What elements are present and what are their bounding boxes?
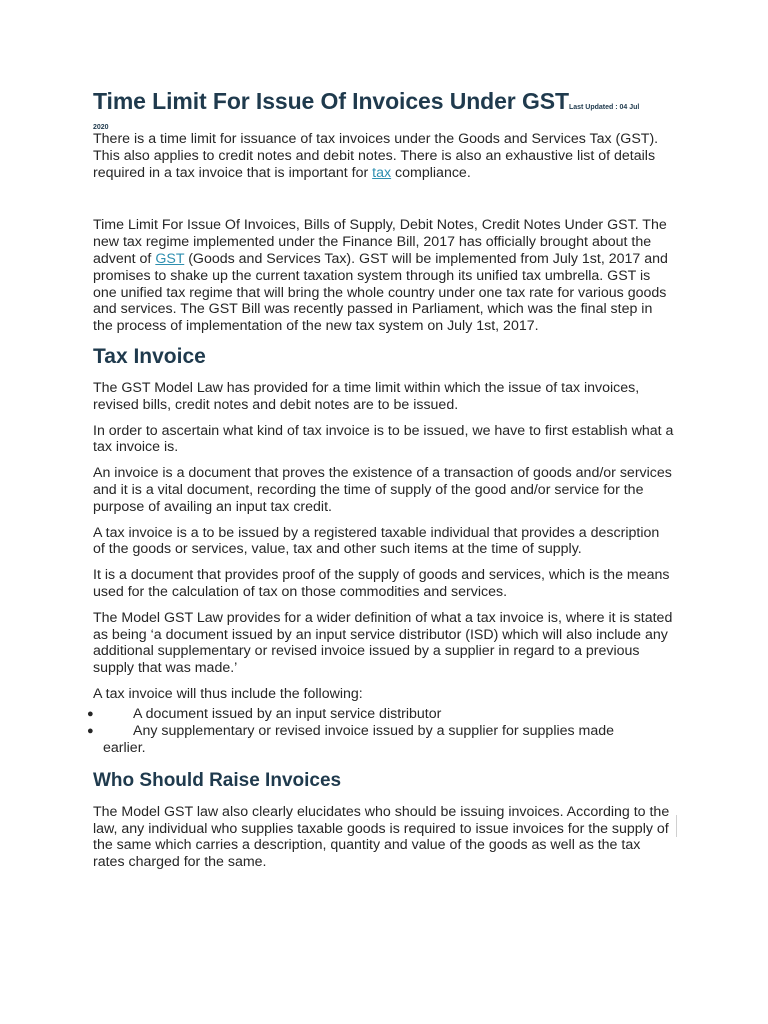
overview-text-start: Time Limit For Issue Of Invoices, Bills of Supply, Debit Notes, Credit Notes Under GST. The new tax regime implemented under the Finance Bill, 2017 has officially brought about the advent of [93, 217, 667, 267]
tax-invoice-paragraph-4: A tax invoice is a to be issued by a registered taxable individual that provides a description of the goods or services, value, tax and other such items at the time of supply. [93, 524, 660, 558]
bullet-text-continued: earlier. [103, 739, 146, 756]
tax-invoice-paragraph-3: An invoice is a document that proves the existence of a transaction of goods and/or services and it is a vital document, recording the time of supply of the good and/or service for the purpose of availing an input tax credit. [93, 465, 672, 515]
tax-invoice-paragraph-5: It is a document that provides proof of the supply of goods and services, which is the means used for the calculation of tax on those commodities and services. [93, 567, 670, 600]
tax-invoice-paragraph-1: The GST Model Law has provided for a time limit within which the issue of tax invoices, revised bills, credit notes and debit notes are to be issued. [93, 379, 640, 413]
margin-divider [676, 815, 677, 837]
tax-invoice-bullet-list [87, 705, 675, 757]
who-should-raise-paragraph: The Model GST law also clearly elucidates who should be issuing invoices. According to the law, any individual who supplies taxable goods is required to issue invoices for the supply of the same which carries a description, quantity and value of the goods as well as the tax rates charged for the same. [93, 803, 670, 871]
tax-invoice-paragraph-7: A tax invoice will thus include the following: [93, 685, 363, 702]
bullet-icon: ● [87, 724, 94, 737]
list-item [87, 706, 675, 723]
who-should-raise-heading: Who Should Raise Invoices [93, 769, 342, 791]
tax-invoice-paragraph-2: In order to ascertain what kind of tax invoice is to be issued, we have to first establish what a tax invoice is. [93, 422, 674, 456]
gst-link[interactable]: GST [155, 250, 185, 267]
overview-paragraph [93, 217, 675, 335]
last-updated-year: 2020 [93, 124, 109, 131]
tax-invoice-heading: Tax Invoice [93, 344, 206, 368]
document-page [87, 86, 675, 871]
document-title: Time Limit For Issue Of Invoices Under GST [93, 88, 569, 114]
bullet-text: A document issued by an input service distributor [133, 705, 442, 722]
tax-invoice-paragraph-6: The Model GST Law provides for a wider definition of what a tax invoice is, where it is stated as being ‘a document issued by an input service distributor (ISD) which will also include any additional supplementary or revised invoice issued by a supplier in regard to a previous supply that was made.’ [93, 609, 673, 677]
list-item [87, 723, 675, 757]
tax-link[interactable]: tax [372, 164, 392, 181]
bullet-text: Any supplementary or revised invoice issued by a supplier for supplies made [133, 722, 615, 739]
overview-text-end: (Goods and Services Tax). GST will be implemented from July 1st, 2017 and promises to shake up the current taxation system through its unified tax umbrella. GST is one unified tax regime that will bring the whole country under one tax rate for various goods and services. The GST Bill was recently passed in Parliament, which was the final step in the process of implementation of the new tax system on July 1st, 2017. [93, 250, 668, 335]
intro-paragraph [93, 131, 675, 181]
intro-text-end: compliance. [391, 164, 471, 181]
last-updated-label: Last Updated : 04 Jul [568, 104, 640, 111]
intro-text-start: There is a time limit for issuance of tax invoices under the Goods and Services Tax (GST). This also applies to credit notes and debit notes. There is also an exhaustive list of details required in a tax invoice that is important for [93, 131, 659, 181]
bullet-icon: ● [87, 707, 94, 720]
document-title-line [93, 86, 675, 123]
